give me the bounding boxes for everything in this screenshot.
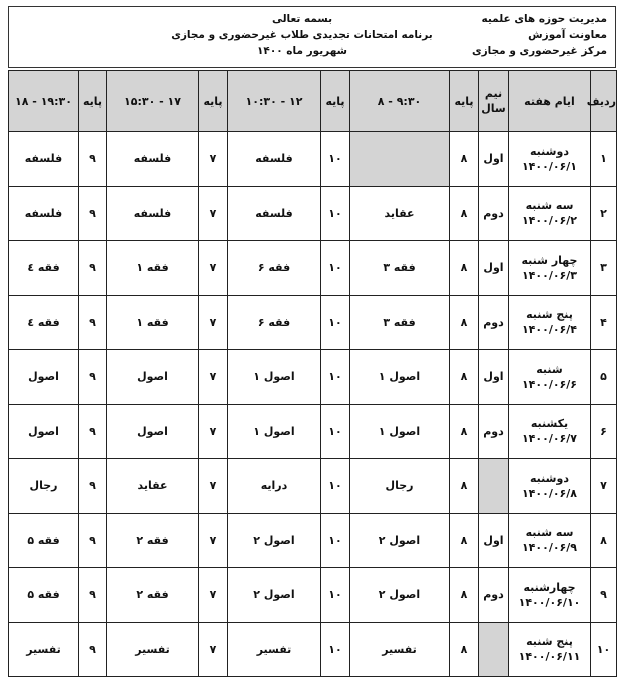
col-header-slot-2: ۱۲ - ۱۰:۳۰ [228,71,321,132]
subject-cell: فقه ۱ [107,241,199,296]
grade-cell: ۹ [79,404,107,459]
grade-cell: ۹ [79,350,107,405]
subject-cell: فقه ۶ [228,295,321,350]
day-cell [509,622,591,677]
col-header-slot-3: ۱۷ - ۱۵:۳۰ [107,71,199,132]
subject-cell: اصول ۲ [350,568,450,623]
row-index: ۱ [591,132,617,187]
grade-cell: ۷ [199,404,228,459]
org-line-3: مرکز غیرحضوری و مجازی [472,45,607,57]
subject-cell: فلسفه [107,186,199,241]
table-row [9,350,617,405]
exam-date: ۱۴۰۰/۰۶/۷ [521,432,578,446]
subject-cell: اصول [9,404,79,459]
grade-cell: ۸ [450,241,479,296]
term-cell: دوم [479,568,509,623]
grade-cell: ۸ [450,459,479,514]
subject-cell: اصول ۲ [228,568,321,623]
exam-date: ۱۴۰۰/۰۶/۳ [521,268,578,282]
table-row [9,132,617,187]
subject-cell: فلسفه [9,132,79,187]
day-name: سه شنبه [525,526,574,540]
term-cell: دوم [479,295,509,350]
grade-cell: ۸ [450,295,479,350]
grade-cell: ۸ [450,622,479,677]
subject-cell: اصول [107,404,199,459]
term-cell: اول [479,513,509,568]
grade-cell: ۱۰ [321,132,350,187]
col-header-slot-4: ۱۹:۳۰ - ۱۸ [9,71,79,132]
day-cell [509,350,591,405]
document-title: برنامه امتحانات تجدیدی طلاب غیرحضوری و مجازی [171,29,433,41]
grade-cell: ۱۰ [321,404,350,459]
exam-date: ۱۴۰۰/۰۶/۲ [521,214,578,228]
subject-cell: اصول ۱ [350,404,450,459]
subject-cell: رجال [9,459,79,514]
term-cell [479,459,509,514]
subject-cell: فلسفه [228,186,321,241]
term-cell [479,622,509,677]
grade-cell: ۱۰ [321,513,350,568]
exam-date: ۱۴۰۰/۰۶/۸ [521,486,578,500]
subject-cell: فلسفه [9,186,79,241]
exam-date: ۱۴۰۰/۰۶/۴ [521,323,578,337]
grade-cell: ۱۰ [321,295,350,350]
grade-cell: ۷ [199,568,228,623]
day-cell [509,404,591,459]
org-line-1: مدیریت حوزه های علمیه [481,13,607,25]
subject-cell: فقه ٤ [9,241,79,296]
table-row [9,186,617,241]
document-period: شهریور ماه ۱۴۰۰ [257,45,347,57]
grade-cell: ۱۰ [321,622,350,677]
col-header-slot-1: ۹:۳۰ - ۸ [350,71,450,132]
day-cell [509,186,591,241]
subject-cell: فقه ۵ [9,568,79,623]
col-header-term: نیم سال [479,71,509,132]
subject-cell: فقه ۳ [350,241,450,296]
exam-date: ۱۴۰۰/۰۶/۶ [521,377,578,391]
subject-cell: فقه ۲ [107,513,199,568]
subject-cell: رجال [350,459,450,514]
exam-date: ۱۴۰۰/۰۶/۱۱ [518,650,581,664]
grade-cell: ۷ [199,622,228,677]
grade-cell: ۷ [199,132,228,187]
table-header-row [9,71,617,132]
grade-cell: ۱۰ [321,350,350,405]
table-row [9,404,617,459]
subject-cell: اصول ۱ [228,350,321,405]
exam-date: ۱۴۰۰/۰۶/۱۰ [518,595,581,609]
col-header-grade-4: پایه [79,71,107,132]
subject-cell: تفسیر [107,622,199,677]
grade-cell: ۹ [79,459,107,514]
day-cell [509,513,591,568]
day-name: یکشنبه [530,417,569,431]
row-index: ۷ [591,459,617,514]
day-cell [509,132,591,187]
subject-cell: اصول ۱ [228,404,321,459]
day-cell [509,295,591,350]
table-row [9,241,617,296]
day-name: دوشنبه [530,144,569,158]
col-header-grade-3: پایه [199,71,228,132]
grade-cell: ۱۰ [321,459,350,514]
term-cell: اول [479,350,509,405]
org-line-2: معاونت آموزش [528,29,607,41]
grade-cell: ۹ [79,132,107,187]
col-header-day: ایام هفته [509,71,591,132]
basmala-line: بسمه تعالی [271,13,333,25]
day-cell [509,459,591,514]
subject-cell: فقه ۶ [228,241,321,296]
subject-cell: اصول [107,350,199,405]
grade-cell: ۷ [199,241,228,296]
grade-cell: ۸ [450,186,479,241]
table-row [9,295,617,350]
grade-cell: ۷ [199,186,228,241]
subject-cell: فقه ۲ [107,568,199,623]
row-index: ۱۰ [591,622,617,677]
subject-cell: اصول ۱ [350,350,450,405]
day-name: سه شنبه [525,199,574,213]
grade-cell: ۸ [450,513,479,568]
grade-cell: ۷ [199,459,228,514]
day-cell [509,241,591,296]
exam-schedule-table [8,70,617,677]
row-index: ۲ [591,186,617,241]
grade-cell: ۹ [79,295,107,350]
col-header-grade-2: پایه [321,71,350,132]
grade-cell: ۹ [79,513,107,568]
grade-cell: ۸ [450,350,479,405]
exam-date: ۱۴۰۰/۰۶/۹ [521,541,578,555]
table-row [9,622,617,677]
subject-cell: فقه ٤ [9,295,79,350]
subject-cell: فقه ۳ [350,295,450,350]
organization-block [447,11,607,59]
grade-cell: ۹ [79,241,107,296]
day-name: دوشنبه [530,471,569,485]
subject-cell: فلسفه [107,132,199,187]
subject-cell: عقاید [350,186,450,241]
row-index: ۵ [591,350,617,405]
grade-cell: ۷ [199,350,228,405]
grade-cell: ۸ [450,132,479,187]
day-name: پنج شنبه [526,308,573,322]
day-cell [509,568,591,623]
subject-cell: عقاید [107,459,199,514]
term-cell: دوم [479,404,509,459]
grade-cell: ۱۰ [321,241,350,296]
col-header-index: ردیف [591,71,617,132]
row-index: ۹ [591,568,617,623]
row-index: ۳ [591,241,617,296]
grade-cell: ۹ [79,186,107,241]
subject-cell: اصول ۲ [228,513,321,568]
term-cell: دوم [479,186,509,241]
subject-cell: فقه ۱ [107,295,199,350]
subject-cell: اصول [9,350,79,405]
subject-cell: فقه ۵ [9,513,79,568]
day-name: چهار شنبه [521,253,578,267]
subject-cell: درایه [228,459,321,514]
subject-cell: تفسیر [350,622,450,677]
table-row [9,459,617,514]
grade-cell: ۸ [450,568,479,623]
day-name: شنبه [536,362,563,376]
table-row [9,568,617,623]
subject-cell [350,132,450,187]
term-cell: اول [479,241,509,296]
day-name: پنج شنبه [526,635,573,649]
document-header [8,6,616,68]
grade-cell: ۹ [79,622,107,677]
grade-cell: ۷ [199,513,228,568]
grade-cell: ۷ [199,295,228,350]
exam-date: ۱۴۰۰/۰۶/۱ [521,159,578,173]
term-cell: اول [479,132,509,187]
grade-cell: ۱۰ [321,186,350,241]
title-block [159,11,445,59]
day-name: چهارشنبه [523,580,576,594]
row-index: ۴ [591,295,617,350]
grade-cell: ۹ [79,568,107,623]
grade-cell: ۸ [450,404,479,459]
subject-cell: تفسیر [9,622,79,677]
subject-cell: اصول ۲ [350,513,450,568]
grade-cell: ۱۰ [321,568,350,623]
row-index: ۸ [591,513,617,568]
subject-cell: تفسیر [228,622,321,677]
subject-cell: فلسفه [228,132,321,187]
col-header-grade-1: پایه [450,71,479,132]
table-row [9,513,617,568]
row-index: ۶ [591,404,617,459]
